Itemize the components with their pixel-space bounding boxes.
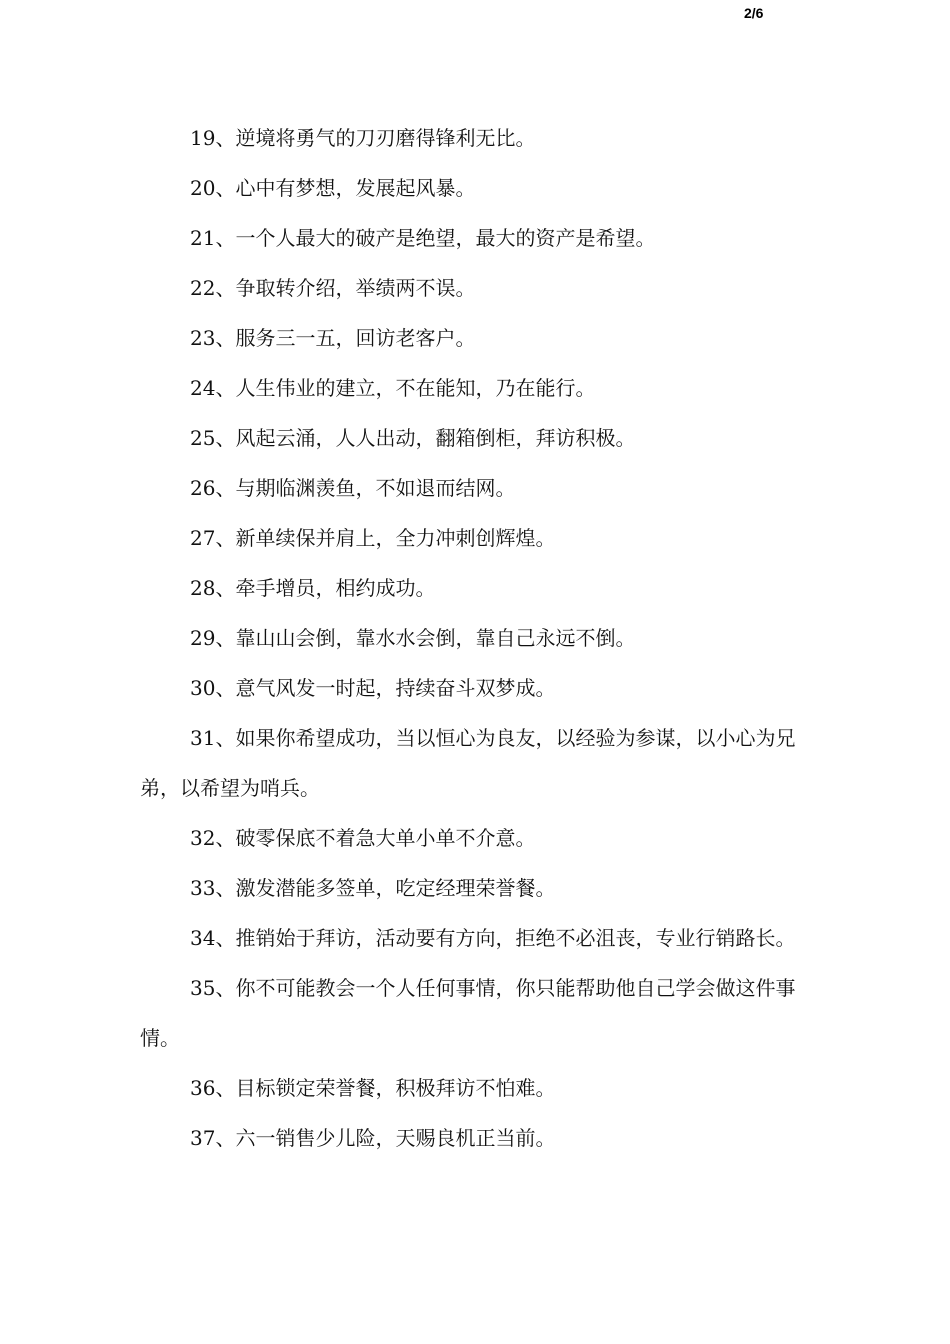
list-item: 19、逆境将勇气的刀刃磨得锋利无比。 xyxy=(190,126,536,150)
list-item: 32、破零保底不着急大单小单不介意。 xyxy=(190,826,536,850)
list-item: 36、目标锁定荣誉餐，积极拜访不怕难。 xyxy=(190,1076,556,1100)
list-item: 34、推销始于拜访，活动要有方向，拒绝不必沮丧，专业行销路长。 xyxy=(190,926,796,950)
list-item: 22、争取转介绍，举绩两不误。 xyxy=(190,276,476,300)
list-item: 21、一个人最大的破产是绝望，最大的资产是希望。 xyxy=(190,226,656,250)
list-item: 35、你不可能教会一个人任何事情，你只能帮助他自己学会做这件事情。 xyxy=(140,976,796,1050)
document-body xyxy=(140,113,800,1163)
list-item: 33、激发潜能多签单，吃定经理荣誉餐。 xyxy=(190,876,556,900)
list-item: 20、心中有梦想，发展起风暴。 xyxy=(190,176,476,200)
list-item: 26、与期临渊羡鱼，不如退而结网。 xyxy=(190,476,516,500)
list-item: 23、服务三一五，回访老客户。 xyxy=(190,326,476,350)
list-item: 29、靠山山会倒，靠水水会倒，靠自己永远不倒。 xyxy=(190,626,636,650)
list-item: 37、六一销售少儿险，天赐良机正当前。 xyxy=(190,1126,556,1150)
page-number: 2/6 xyxy=(744,5,764,21)
list-item: 25、风起云涌，人人出动，翻箱倒柜，拜访积极。 xyxy=(190,426,636,450)
list-item: 24、人生伟业的建立，不在能知，乃在能行。 xyxy=(190,376,596,400)
list-item: 30、意气风发一时起，持续奋斗双梦成。 xyxy=(190,676,556,700)
list-item: 27、新单续保并肩上，全力冲刺创辉煌。 xyxy=(190,526,556,550)
list-item: 31、如果你希望成功，当以恒心为良友，以经验为参谋，以小心为兄弟，以希望为哨兵。 xyxy=(140,726,796,800)
list-item: 28、牵手增员，相约成功。 xyxy=(190,576,436,600)
